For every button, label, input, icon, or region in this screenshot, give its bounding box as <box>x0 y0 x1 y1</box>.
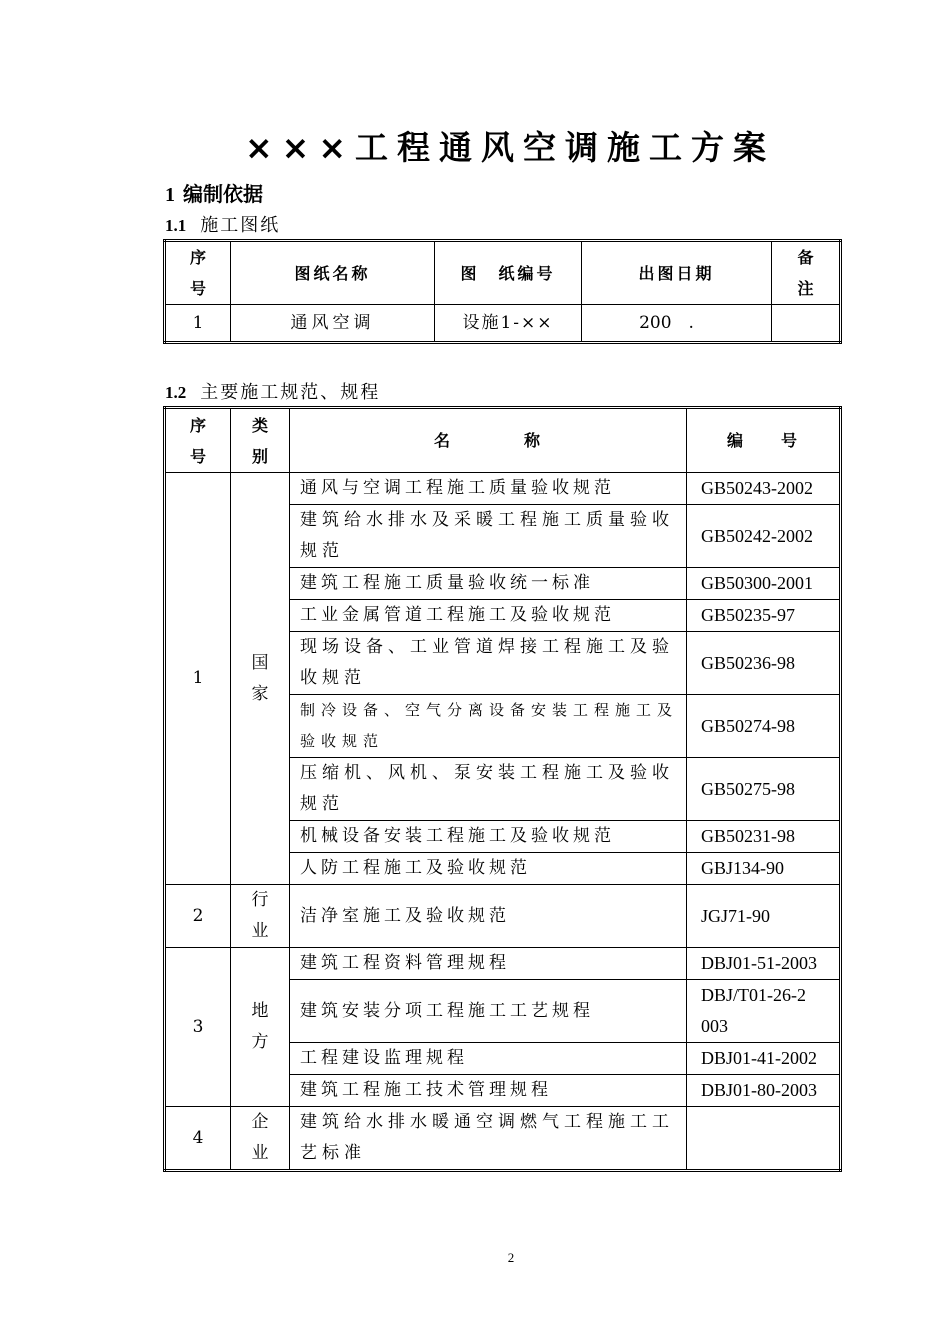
cell-standard-code: GB50231-98 <box>687 821 841 853</box>
section-heading-1 <box>165 178 263 207</box>
cell-standard-code: GB50236-98 <box>687 632 841 695</box>
cell-standard-name: 压缩机、风机、泵安装工程施工及验收规范 <box>290 758 687 821</box>
table-row <box>165 305 841 343</box>
page-number: 2 <box>507 1250 515 1265</box>
cell-standard-name: 洁净室施工及验收规范 <box>290 885 687 948</box>
cell-standard-code: JGJ71-90 <box>687 885 841 948</box>
cell-seq: 4 <box>165 1107 231 1171</box>
header-seq: 序号 <box>165 241 231 305</box>
cell-drawing-name: 通风空调 <box>231 305 435 343</box>
cell-standard-code: DBJ01-80-2003 <box>687 1075 841 1107</box>
table-row <box>165 885 841 948</box>
section-number: 1.1 <box>165 216 187 235</box>
cell-standard-code: DBJ01-41-2002 <box>687 1043 841 1075</box>
cell-note <box>772 305 841 343</box>
cell-standard-name: 建筑给水排水及采暖工程施工质量验收规范 <box>290 505 687 568</box>
cell-seq: 1 <box>165 473 231 885</box>
table-row <box>165 948 841 980</box>
cell-standard-name: 现场设备、工业管道焊接工程施工及验收规范 <box>290 632 687 695</box>
cell-standard-code <box>687 1107 841 1171</box>
cell-standard-name: 建筑工程资料管理规程 <box>290 948 687 980</box>
cell-standard-code: DBJ01-51-2003 <box>687 948 841 980</box>
section-label: 编制依据 <box>183 182 263 206</box>
table-row <box>165 473 841 505</box>
cell-standard-code: GB50275-98 <box>687 758 841 821</box>
cell-standard-name: 建筑工程施工质量验收统一标准 <box>290 568 687 600</box>
header-note: 备注 <box>772 241 841 305</box>
cell-standard-name: 人防工程施工及验收规范 <box>290 853 687 885</box>
header-name: 名 称 <box>290 408 687 473</box>
cell-standard-name: 建筑工程施工技术管理规程 <box>290 1075 687 1107</box>
table-header-row <box>165 408 841 473</box>
cell-standard-name: 工业金属管道工程施工及验收规范 <box>290 600 687 632</box>
table-header-row <box>165 241 841 305</box>
cell-seq: 2 <box>165 885 231 948</box>
table-row <box>165 1107 841 1171</box>
document-title: ×××工程通风空调施工方案 <box>245 128 775 167</box>
cell-standard-code: GB50274-98 <box>687 695 841 758</box>
cell-standard-name: 建筑给水排水暖通空调燃气工程施工工艺标准 <box>290 1107 687 1171</box>
standards-table <box>163 406 842 1172</box>
header-category: 类别 <box>231 408 290 473</box>
cell-standard-code: DBJ/T01-26-2003 <box>687 980 841 1043</box>
cell-drawing-no: 设施1-×× <box>435 305 582 343</box>
cell-standard-name: 通风与空调工程施工质量验收规范 <box>290 473 687 505</box>
cell-category: 行业 <box>231 885 290 948</box>
cell-date: 200 . <box>582 305 772 343</box>
section-label: 施工图纸 <box>200 215 281 236</box>
header-seq: 序号 <box>165 408 231 473</box>
cell-standard-code: GB50235-97 <box>687 600 841 632</box>
header-drawing-name: 图纸名称 <box>231 241 435 305</box>
cell-seq: 1 <box>165 305 231 343</box>
header-date: 出图日期 <box>582 241 772 305</box>
section-number: 1 <box>165 184 175 206</box>
cell-category: 地方 <box>231 948 290 1107</box>
cell-standard-code: GB50300-2001 <box>687 568 841 600</box>
cell-standard-code: GBJ134-90 <box>687 853 841 885</box>
cell-category: 国家 <box>231 473 290 885</box>
section-heading-1-2 <box>165 378 380 404</box>
section-heading-1-1 <box>165 211 280 237</box>
section-number: 1.2 <box>165 383 187 402</box>
cell-standard-name: 工程建设监理规程 <box>290 1043 687 1075</box>
header-drawing-no: 图 纸编号 <box>435 241 582 305</box>
cell-standard-name: 机械设备安装工程施工及验收规范 <box>290 821 687 853</box>
cell-standard-name: 制冷设备、空气分离设备安装工程施工及验收规范 <box>290 695 687 758</box>
section-label: 主要施工规范、规程 <box>200 382 381 403</box>
drawings-table <box>163 239 842 344</box>
cell-seq: 3 <box>165 948 231 1107</box>
cell-standard-code: GB50243-2002 <box>687 473 841 505</box>
cell-standard-name: 建筑安装分项工程施工工艺规程 <box>290 980 687 1043</box>
cell-standard-code: GB50242-2002 <box>687 505 841 568</box>
header-code: 编 号 <box>687 408 841 473</box>
cell-category: 企业 <box>231 1107 290 1171</box>
